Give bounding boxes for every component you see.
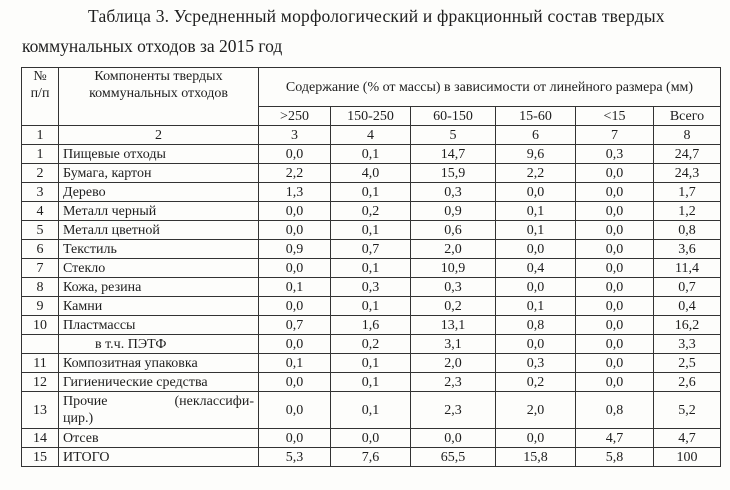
value-cell: 0,1 — [496, 202, 576, 221]
value-cell: 0,1 — [331, 373, 411, 392]
value-cell: 0,4 — [496, 259, 576, 278]
value-cell: 0,0 — [576, 278, 654, 297]
value-cell: 0,9 — [411, 202, 496, 221]
value-cell: 0,6 — [411, 221, 496, 240]
value-cell: 5,2 — [654, 392, 721, 429]
value-cell: 0,0 — [576, 316, 654, 335]
component-name: Гигиенические средства — [59, 373, 259, 392]
component-name: Бумага, картон — [59, 164, 259, 183]
table-row — [22, 429, 721, 448]
value-cell: 0,2 — [496, 373, 576, 392]
value-cell: 0,3 — [576, 145, 654, 164]
value-cell: 0,0 — [259, 335, 331, 354]
value-cell: 14,7 — [411, 145, 496, 164]
table-row — [22, 145, 721, 164]
value-cell: 1,7 — [654, 183, 721, 202]
header-content: Содержание (% от массы) в зависимости от линейного размера (мм) — [259, 68, 721, 107]
value-cell: 0,3 — [411, 278, 496, 297]
component-name-part: Прочие — [63, 394, 108, 409]
value-cell: 1,6 — [331, 316, 411, 335]
value-cell: 10,9 — [411, 259, 496, 278]
value-cell: 0,0 — [576, 335, 654, 354]
table-row — [22, 373, 721, 392]
value-cell: 2,0 — [411, 240, 496, 259]
column-number: 8 — [654, 126, 721, 145]
value-cell: 0,8 — [576, 392, 654, 429]
value-cell: 65,5 — [411, 448, 496, 467]
value-cell: 0,7 — [331, 240, 411, 259]
table-row — [22, 164, 721, 183]
value-cell: 1,3 — [259, 183, 331, 202]
row-number: 12 — [22, 373, 59, 392]
value-cell: 0,1 — [259, 278, 331, 297]
component-name: Металл черный — [59, 202, 259, 221]
value-cell: 0,0 — [259, 221, 331, 240]
value-cell: 2,0 — [411, 354, 496, 373]
value-cell: 2,2 — [496, 164, 576, 183]
table-row — [22, 335, 721, 354]
table-title-line-2: коммунальных отходов за 2015 год — [22, 36, 283, 56]
value-cell: 0,1 — [259, 354, 331, 373]
header-size: <15 — [576, 107, 654, 126]
table-row — [22, 278, 721, 297]
value-cell: 0,1 — [331, 259, 411, 278]
column-number: 7 — [576, 126, 654, 145]
value-cell: 24,7 — [654, 145, 721, 164]
value-cell: 0,7 — [259, 316, 331, 335]
component-name: в т.ч. ПЭТФ — [59, 335, 259, 354]
table-title-line-1: Таблица 3. Усредненный морфологический и фракционный состав твердых — [88, 6, 665, 26]
value-cell: 0,2 — [331, 335, 411, 354]
table-row — [22, 183, 721, 202]
value-cell: 2,6 — [654, 373, 721, 392]
value-cell: 0,3 — [411, 183, 496, 202]
header-size: >250 — [259, 107, 331, 126]
column-number: 5 — [411, 126, 496, 145]
component-name: Текстиль — [59, 240, 259, 259]
table-row — [22, 259, 721, 278]
component-name-line — [63, 393, 254, 410]
component-name: Пластмассы — [59, 316, 259, 335]
value-cell: 0,0 — [259, 202, 331, 221]
row-number: 15 — [22, 448, 59, 467]
waste-composition-table — [21, 67, 721, 467]
value-cell: 0,0 — [576, 183, 654, 202]
value-cell: 0,0 — [259, 373, 331, 392]
column-number: 6 — [496, 126, 576, 145]
component-name — [59, 392, 259, 429]
value-cell: 3,6 — [654, 240, 721, 259]
value-cell: 15,8 — [496, 448, 576, 467]
column-number: 3 — [259, 126, 331, 145]
value-cell: 0,8 — [654, 221, 721, 240]
component-name: Композитная упаковка — [59, 354, 259, 373]
value-cell: 5,8 — [576, 448, 654, 467]
value-cell: 0,7 — [654, 278, 721, 297]
header-size: 60-150 — [411, 107, 496, 126]
value-cell: 0,0 — [576, 354, 654, 373]
value-cell: 2,0 — [496, 392, 576, 429]
value-cell: 0,9 — [259, 240, 331, 259]
table-row — [22, 202, 721, 221]
value-cell: 7,6 — [331, 448, 411, 467]
value-cell: 4,7 — [654, 429, 721, 448]
header-number: № п/п — [22, 68, 59, 126]
value-cell: 0,0 — [331, 429, 411, 448]
component-name: Стекло — [59, 259, 259, 278]
component-name: Дерево — [59, 183, 259, 202]
value-cell: 100 — [654, 448, 721, 467]
value-cell: 2,2 — [259, 164, 331, 183]
value-cell: 0,4 — [654, 297, 721, 316]
value-cell: 0,0 — [576, 373, 654, 392]
value-cell: 0,0 — [259, 429, 331, 448]
row-number: 9 — [22, 297, 59, 316]
table-row — [22, 354, 721, 373]
value-cell: 4,7 — [576, 429, 654, 448]
value-cell: 3,3 — [654, 335, 721, 354]
value-cell: 0,0 — [496, 240, 576, 259]
value-cell: 0,3 — [331, 278, 411, 297]
table-row — [22, 392, 721, 429]
value-cell: 0,1 — [496, 297, 576, 316]
value-cell: 13,1 — [411, 316, 496, 335]
row-number — [22, 335, 59, 354]
component-name-part: цир.) — [63, 411, 94, 426]
component-name: Камни — [59, 297, 259, 316]
row-number: 7 — [22, 259, 59, 278]
value-cell: 0,0 — [576, 221, 654, 240]
value-cell: 1,2 — [654, 202, 721, 221]
value-cell: 0,0 — [576, 202, 654, 221]
value-cell: 0,0 — [576, 297, 654, 316]
column-number: 4 — [331, 126, 411, 145]
value-cell: 0,2 — [411, 297, 496, 316]
component-name: ИТОГО — [59, 448, 259, 467]
row-number: 11 — [22, 354, 59, 373]
value-cell: 0,1 — [496, 221, 576, 240]
header-size: 150-250 — [331, 107, 411, 126]
table-row — [22, 448, 721, 467]
value-cell: 0,0 — [259, 259, 331, 278]
header-size: 15-60 — [496, 107, 576, 126]
row-number: 10 — [22, 316, 59, 335]
header-component: Компоненты твердых коммунальных отходов — [59, 68, 259, 126]
value-cell: 2,5 — [654, 354, 721, 373]
value-cell: 0,0 — [576, 164, 654, 183]
component-name: Пищевые отходы — [59, 145, 259, 164]
row-number: 3 — [22, 183, 59, 202]
value-cell: 0,0 — [576, 259, 654, 278]
component-name: Отсев — [59, 429, 259, 448]
row-number: 13 — [22, 392, 59, 429]
column-number: 2 — [59, 126, 259, 145]
value-cell: 5,3 — [259, 448, 331, 467]
value-cell: 0,8 — [496, 316, 576, 335]
value-cell: 0,1 — [331, 354, 411, 373]
component-name: Металл цветной — [59, 221, 259, 240]
value-cell: 24,3 — [654, 164, 721, 183]
value-cell: 0,0 — [496, 183, 576, 202]
row-number: 2 — [22, 164, 59, 183]
value-cell: 0,1 — [331, 297, 411, 316]
value-cell: 2,3 — [411, 392, 496, 429]
value-cell: 2,3 — [411, 373, 496, 392]
value-cell: 0,1 — [331, 392, 411, 429]
value-cell: 0,0 — [576, 240, 654, 259]
value-cell: 0,0 — [259, 297, 331, 316]
table-row — [22, 316, 721, 335]
value-cell: 0,0 — [496, 278, 576, 297]
header-size: Всего — [654, 107, 721, 126]
row-number: 14 — [22, 429, 59, 448]
table-row — [22, 240, 721, 259]
value-cell: 0,1 — [331, 145, 411, 164]
value-cell: 0,0 — [259, 392, 331, 429]
value-cell: 0,2 — [331, 202, 411, 221]
value-cell: 0,0 — [496, 335, 576, 354]
row-number: 4 — [22, 202, 59, 221]
row-number: 1 — [22, 145, 59, 164]
row-number: 6 — [22, 240, 59, 259]
row-number: 5 — [22, 221, 59, 240]
value-cell: 3,1 — [411, 335, 496, 354]
component-name: Кожа, резина — [59, 278, 259, 297]
value-cell: 15,9 — [411, 164, 496, 183]
row-number: 8 — [22, 278, 59, 297]
value-cell: 0,3 — [496, 354, 576, 373]
value-cell: 0,0 — [496, 429, 576, 448]
table-row — [22, 221, 721, 240]
component-name-part: (неклассифи- — [174, 394, 254, 409]
value-cell: 11,4 — [654, 259, 721, 278]
value-cell: 0,0 — [411, 429, 496, 448]
value-cell: 0,1 — [331, 183, 411, 202]
table-row — [22, 297, 721, 316]
value-cell: 0,0 — [259, 145, 331, 164]
column-number: 1 — [22, 126, 59, 145]
value-cell: 0,1 — [331, 221, 411, 240]
value-cell: 16,2 — [654, 316, 721, 335]
value-cell: 9,6 — [496, 145, 576, 164]
value-cell: 4,0 — [331, 164, 411, 183]
